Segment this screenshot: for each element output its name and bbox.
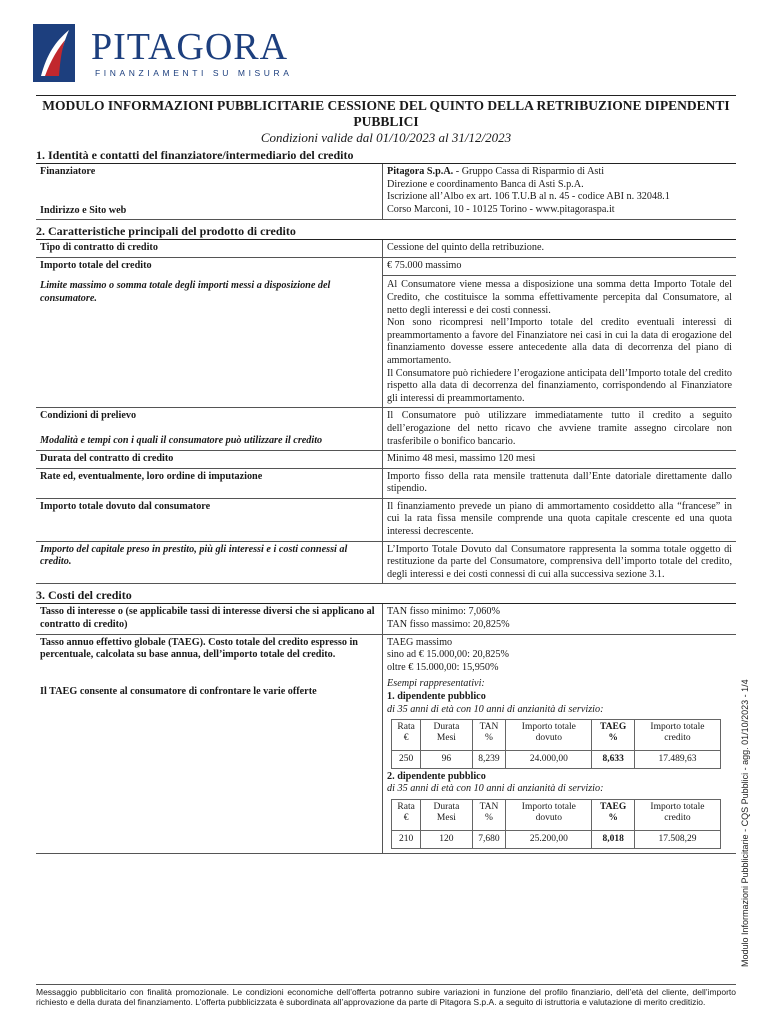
section1-heading: 1. Identità e contatti del finanziatore/intermediario del credito bbox=[36, 148, 736, 164]
table-row bbox=[392, 751, 721, 769]
prelievo-sub-label: Modalità e tempi con i quali il consumatore può utilizzare il credito bbox=[40, 434, 323, 446]
row-value bbox=[383, 164, 737, 220]
row-label bbox=[36, 408, 383, 451]
taeg-line-2: oltre € 15.000,00: 15,950% bbox=[387, 661, 499, 673]
example-2-title: 2. dipendente pubblico bbox=[387, 770, 486, 782]
header-importo-credito: Importo totale credito bbox=[634, 720, 720, 751]
table-row bbox=[36, 164, 736, 220]
brand-logo bbox=[33, 24, 323, 84]
header-importo-dovuto: Importo totale dovuto bbox=[506, 720, 592, 751]
taeg-title: TAEG massimo bbox=[387, 636, 453, 648]
section2-table bbox=[36, 240, 736, 584]
table-row bbox=[36, 634, 736, 853]
table-row bbox=[392, 799, 721, 830]
tipo-label: Tipo di contratto di credito bbox=[36, 240, 383, 257]
cell-rata: 210 bbox=[392, 830, 421, 848]
finanziatore-label: Finanziatore bbox=[40, 166, 96, 177]
table-row bbox=[36, 541, 736, 584]
table-row bbox=[36, 468, 736, 498]
table-row bbox=[36, 408, 736, 451]
capitale-label: Importo del capitale preso in prestito, più gli interessi e i costi connessi al credito. bbox=[36, 541, 383, 584]
section3-heading: 3. Costi del credito bbox=[36, 588, 736, 604]
header-importo-dovuto: Importo totale dovuto bbox=[506, 799, 592, 830]
importo-value: € 75.000 massimo bbox=[383, 260, 736, 277]
cell-taeg: 8,633 bbox=[592, 751, 635, 769]
header-rata: Rata € bbox=[392, 720, 421, 751]
header-durata: Durata Mesi bbox=[421, 720, 472, 751]
cell-rata: 250 bbox=[392, 751, 421, 769]
table-row bbox=[36, 498, 736, 541]
header-durata: Durata Mesi bbox=[421, 799, 472, 830]
indirizzo-label: Indirizzo e Sito web bbox=[40, 204, 127, 216]
company-line-3: Iscrizione all’Albo ex art. 106 T.U.B al n. 45 - codice ABI n. 32048.1 bbox=[387, 191, 670, 203]
dovuto-label: Importo totale dovuto dal consumatore bbox=[36, 498, 383, 541]
row-value bbox=[383, 257, 737, 408]
section3-table bbox=[36, 604, 736, 853]
example-2-subtitle: di 35 anni di età con 10 anni di anzianità di servizio: bbox=[387, 783, 604, 795]
example-1-title: 1. dipendente pubblico bbox=[387, 691, 486, 702]
section2-heading: 2. Caratteristiche principali del prodotto di credito bbox=[36, 224, 736, 240]
tan-max: TAN fisso massimo: 20,825% bbox=[387, 619, 510, 631]
document-subtitle: Condizioni valide dal 01/10/2023 al 31/12/2023 bbox=[260, 130, 512, 145]
cell-tan: 7,680 bbox=[472, 830, 506, 848]
row-label bbox=[36, 164, 383, 220]
pitagora-logo-icon bbox=[33, 24, 75, 82]
header-rata: Rata € bbox=[392, 799, 421, 830]
cell-importo-credito: 17.489,63 bbox=[634, 751, 720, 769]
company-line bbox=[387, 166, 732, 179]
table-row bbox=[36, 451, 736, 469]
header-importo-credito: Importo totale credito bbox=[634, 799, 720, 830]
brand-tagline: FINANZIAMENTI SU MISURA bbox=[95, 68, 293, 78]
durata-value: Minimo 48 mesi, massimo 120 mesi bbox=[383, 451, 737, 469]
prelievo-value: Il Consumatore può utilizzare immediatamente tutto il credito a seguito dell’erogazione del netto ricavo che avviene tramite assegno circolare non trasferibile o bonifico bancario. bbox=[383, 408, 737, 451]
table-row bbox=[392, 720, 721, 751]
importo-label: Importo totale del credito bbox=[40, 259, 152, 271]
example-1-table bbox=[391, 719, 721, 769]
header-tan: TAN % bbox=[472, 799, 506, 830]
cell-durata: 96 bbox=[421, 751, 472, 769]
limite-label: Limite massimo o somma totale degli importi messi a disposizione del consumatore. bbox=[40, 280, 331, 304]
rate-label: Rate ed, eventualmente, loro ordine di imputazione bbox=[36, 468, 383, 498]
example-1-subtitle: di 35 anni di età con 10 anni di anzianità di servizio: bbox=[387, 703, 604, 715]
brand-name: PITAGORA bbox=[91, 26, 289, 68]
document-title: MODULO INFORMAZIONI PUBBLICITARIE CESSIONE DEL QUINTO DELLA RETRIBUZIONE DIPENDENTI PUBBLICI bbox=[36, 95, 736, 130]
table-row bbox=[36, 257, 736, 408]
taeg-line-1: sino ad € 15.000,00: 20,825% bbox=[387, 649, 509, 661]
row-label bbox=[36, 257, 383, 408]
row-value bbox=[383, 634, 737, 853]
capitale-value: L’Importo Totale Dovuto dal Consumatore rappresenta la somma totale oggetto di restituzione da parte del Consumatore, comprensiva dell’importo totale del credito, degli interessi e dei costi connessi di cui alla successiva sezione 3.1. bbox=[383, 541, 737, 584]
footer-disclaimer: Messaggio pubblicitario con finalità promozionale. Le condizioni economiche dell’offerta potranno subire variazioni in funzione del profilo finanziario, dell’età del cliente, dell’importo richiesto e della durata del finanziamento. L’offerta pubblicizzata è subordinata all’approvazione da parte di Pitagora S.p.A. a seguito di istruttoria e valutazione di merito creditizio. bbox=[36, 984, 736, 1007]
tipo-value: Cessione del quinto della retribuzione. bbox=[383, 240, 737, 257]
table-row bbox=[36, 604, 736, 634]
dovuto-value: Il finanziamento prevede un piano di ammortamento cosiddetto alla “francese” in cui la rata fissa mensile comprende una quota capitale crescente ed una quota interessi decrescente. bbox=[383, 498, 737, 541]
example-2-table bbox=[391, 799, 721, 849]
document bbox=[36, 95, 736, 854]
tasso-label: Tasso di interesse o (se applicabile tassi di interesse diversi che si applicano al contratto di credito) bbox=[36, 604, 383, 634]
company-line-2: Direzione e coordinamento Banca di Asti S.p.A. bbox=[387, 178, 584, 190]
header-tan: TAN % bbox=[472, 720, 506, 751]
cell-durata: 120 bbox=[421, 830, 472, 848]
taeg-label: Tasso annuo effettivo globale (TAEG). Costo totale del credito espresso in percentuale, calcolata su base annua, dell’importo totale del credito. bbox=[40, 636, 358, 661]
limite-paragraph-1: Al Consumatore viene messa a disposizione una somma detta Importo Totale del Credito, che costituisce la somma effettivamente percepita dal Consumatore, al netto degli interessi e dei costi connessi. bbox=[387, 279, 732, 316]
cell-tan: 8,239 bbox=[472, 751, 506, 769]
header-taeg: TAEG % bbox=[592, 720, 635, 751]
table-row bbox=[392, 830, 721, 848]
row-value bbox=[383, 604, 737, 634]
company-name: Pitagora S.p.A. bbox=[387, 166, 454, 177]
company-group: - Gruppo Cassa di Risparmio di Asti bbox=[453, 166, 605, 177]
cell-importo-dovuto: 25.200,00 bbox=[506, 830, 592, 848]
esempi-title: Esempi rappresentativi: bbox=[387, 678, 485, 690]
cell-importo-credito: 17.508,29 bbox=[634, 830, 720, 848]
row-label bbox=[36, 634, 383, 853]
prelievo-label: Condizioni di prelievo bbox=[40, 410, 137, 422]
section1-table bbox=[36, 164, 736, 220]
limite-paragraph-3: Il Consumatore può richiedere l’erogazione anticipata dell’Importo totale del credito rispetto alla data di decorrenza del finanziamento, corrispondendo al Finanziatore gli interessi di preammortamento. bbox=[387, 367, 732, 404]
table-row bbox=[36, 240, 736, 257]
rate-value: Importo fisso della rata mensile trattenuta dall’Ente datoriale direttamente dallo stipendio. bbox=[383, 468, 737, 498]
side-note: Modulo Informazioni Pubblicitarie - CQS Pubblici - agg. 01/10/2023 - 1/4 bbox=[740, 679, 750, 967]
confronto-label: Il TAEG consente al consumatore di confrontare le varie offerte bbox=[40, 685, 317, 697]
cell-taeg: 8,018 bbox=[592, 830, 635, 848]
cell-importo-dovuto: 24.000,00 bbox=[506, 751, 592, 769]
company-address: Corso Marconi, 10 - 10125 Torino - www.pitagoraspa.it bbox=[387, 203, 615, 215]
tan-min: TAN fisso minimo: 7,060% bbox=[387, 606, 500, 618]
header-taeg: TAEG % bbox=[592, 799, 635, 830]
limite-paragraph-2: Non sono ricompresi nell’Importo totale del credito eventuali interessi di preammortamento a favore del Finanziatore nei casi in cui la data di erogazione del finanziamento dovesse essere antecedente alla data di decorrenza del piano di ammortamento. bbox=[387, 317, 732, 366]
durata-label: Durata del contratto di credito bbox=[36, 451, 383, 469]
